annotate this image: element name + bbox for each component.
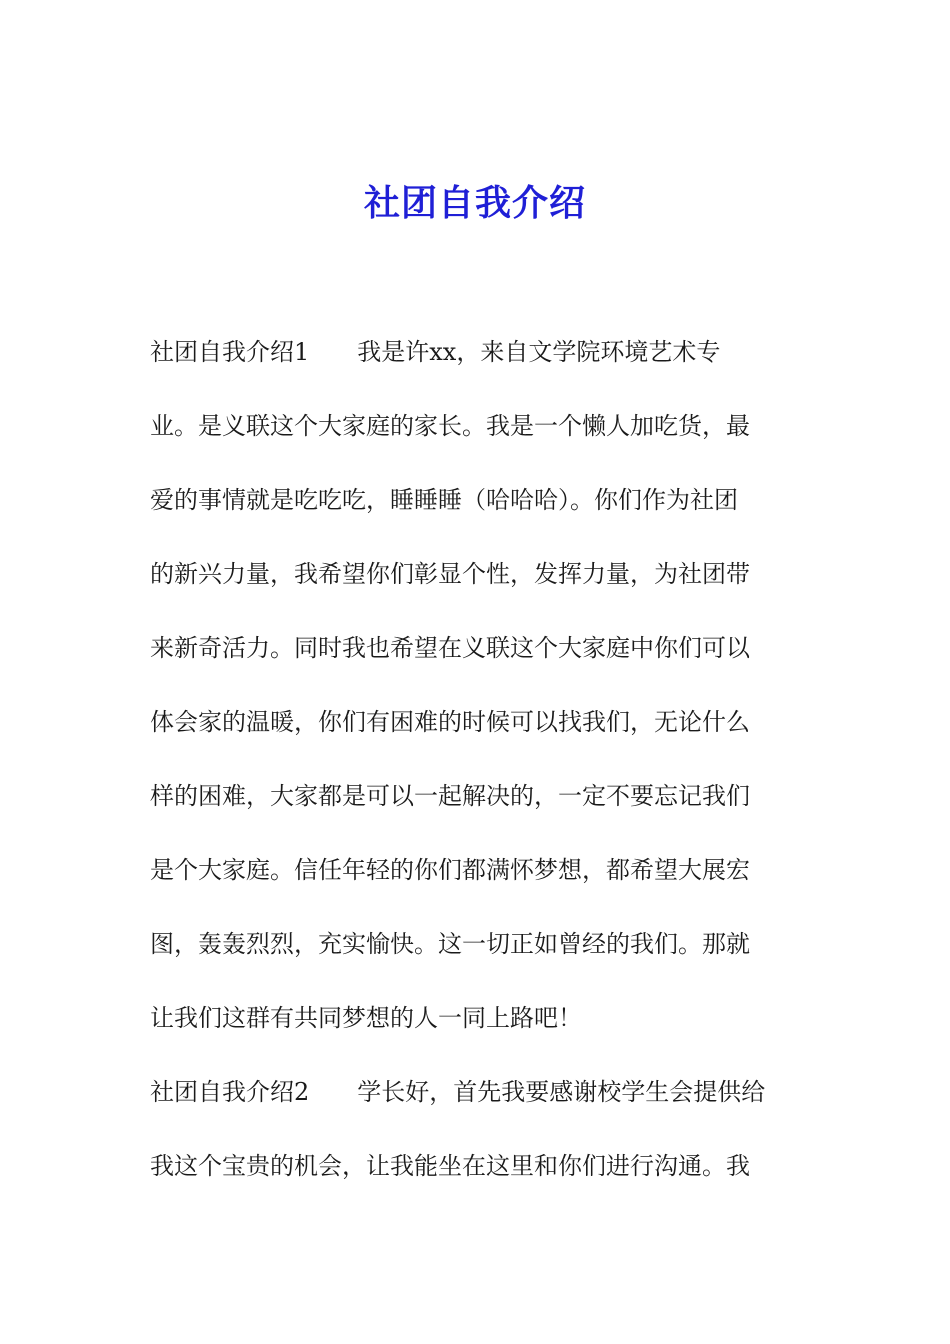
text-line: 图，轰轰烈烈，充实愉快。这一切正如曾经的我们。那就 [150,930,750,958]
document-title: 社团自我介绍 [363,182,586,224]
text-line: 社团自我介绍2 学长好，首先我要感谢校学生会提供给 [150,1078,766,1106]
text-line: 来新奇活力。同时我也希望在义联这个大家庭中你们可以 [150,634,750,662]
text-line: 的新兴力量，我希望你们彰显个性，发挥力量，为社团带 [150,560,750,588]
text-line: 社团自我介绍1 我是许xx，来自文学院环境艺术专 [150,338,721,366]
text-line: 我这个宝贵的机会，让我能坐在这里和你们进行沟通。我 [150,1152,750,1180]
text-line: 体会家的温暖，你们有困难的时候可以找我们，无论什么 [150,708,750,736]
text-line: 业。是义联这个大家庭的家长。我是一个懒人加吃货，最 [150,412,750,440]
text-line: 样的困难，大家都是可以一起解决的，一定不要忘记我们 [150,782,750,810]
text-line: 是个大家庭。信任年轻的你们都满怀梦想，都希望大展宏 [150,856,750,884]
text-line: 爱的事情就是吃吃吃，睡睡睡（哈哈哈）。你们作为社团 [150,486,738,514]
text-line: 让我们这群有共同梦想的人一同上路吧！ [150,1004,582,1032]
